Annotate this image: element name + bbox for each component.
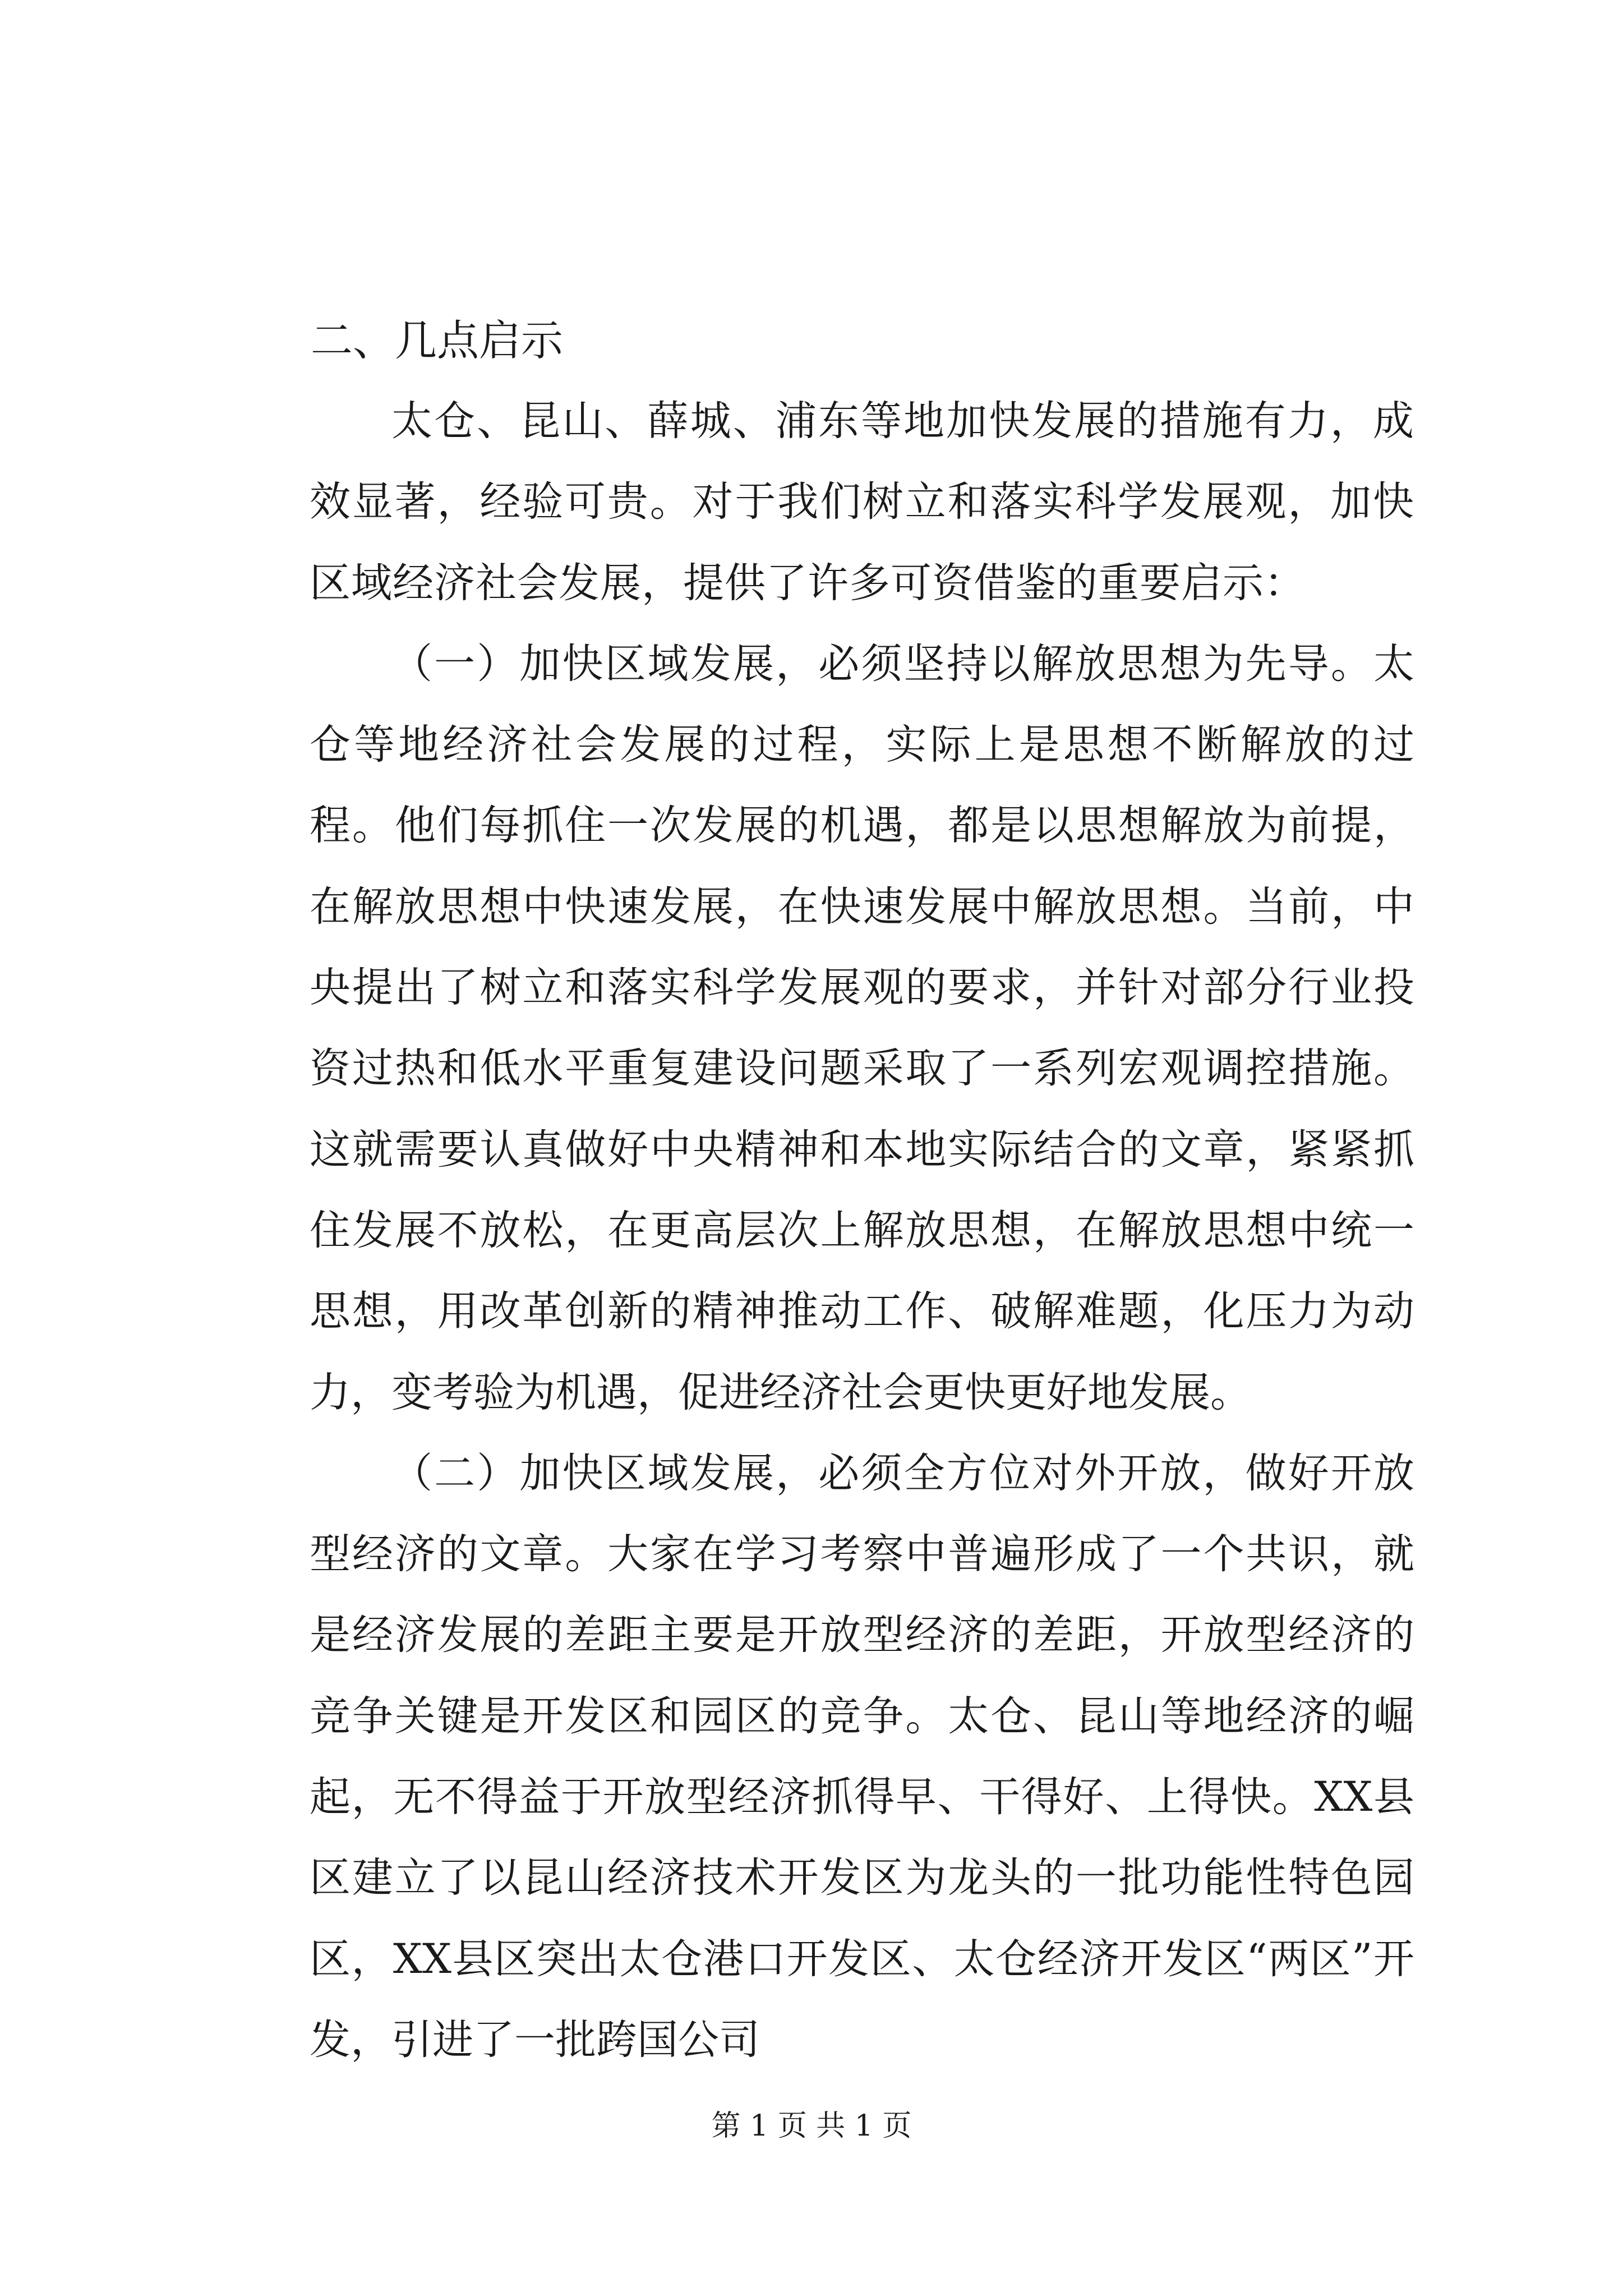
page-footer: 第 1 页 共 1 页 [711,2109,912,2143]
paragraph-intro: 太仓、昆山、薛城、浦东等地加快发展的措施有力，成效显著，经验可贵。对于我们树立和落实科学发展观，加快区域经济社会发展，提供了许多可资借鉴的重要启示： [310,397,1414,607]
document-body [310,300,1414,2081]
section-heading: 二、几点启示 [311,316,564,365]
paragraph-point-one: （一）加快区域发展，必须坚持以解放思想为先导。太仓等地经济社会发展的过程，实际上是思想不断解放的过程。他们每抓住一次发展的机遇，都是以思想解放为前提，在解放思想中快速发展，在快速发展中解放思想。当前，中央提出了树立和落实科学发展观的要求，并针对部分行业投资过热和低水平重复建设问题采取了一系列宏观调控措施。这就需要认真做好中央精神和本地实际结合的文章，紧紧抓住发展不放松，在更高层次上解放思想，在解放思想中统一思想，用改革创新的精神推动工作、破解难题，化压力为动力，变考验为机遇，促进经济社会更快更好地发展。 [310,639,1414,1416]
paragraph-point-two: （二）加快区域发展，必须全方位对外开放，做好开放型经济的文章。大家在学习考察中普遍形成了一个共识，就是经济发展的差距主要是开放型经济的差距，开放型经济的竞争关键是开发区和园区的竞争。太仓、昆山等地经济的崛起，无不得益于开放型经济抓得早、干得好、上得快。XX县区建立了以昆山经济技术开发区为龙头的一批功能性特色园区，XX县区突出太仓港口开发区、太仓经济开发区“两区”开发，引进了一批跨国公司 [310,1449,1414,2064]
